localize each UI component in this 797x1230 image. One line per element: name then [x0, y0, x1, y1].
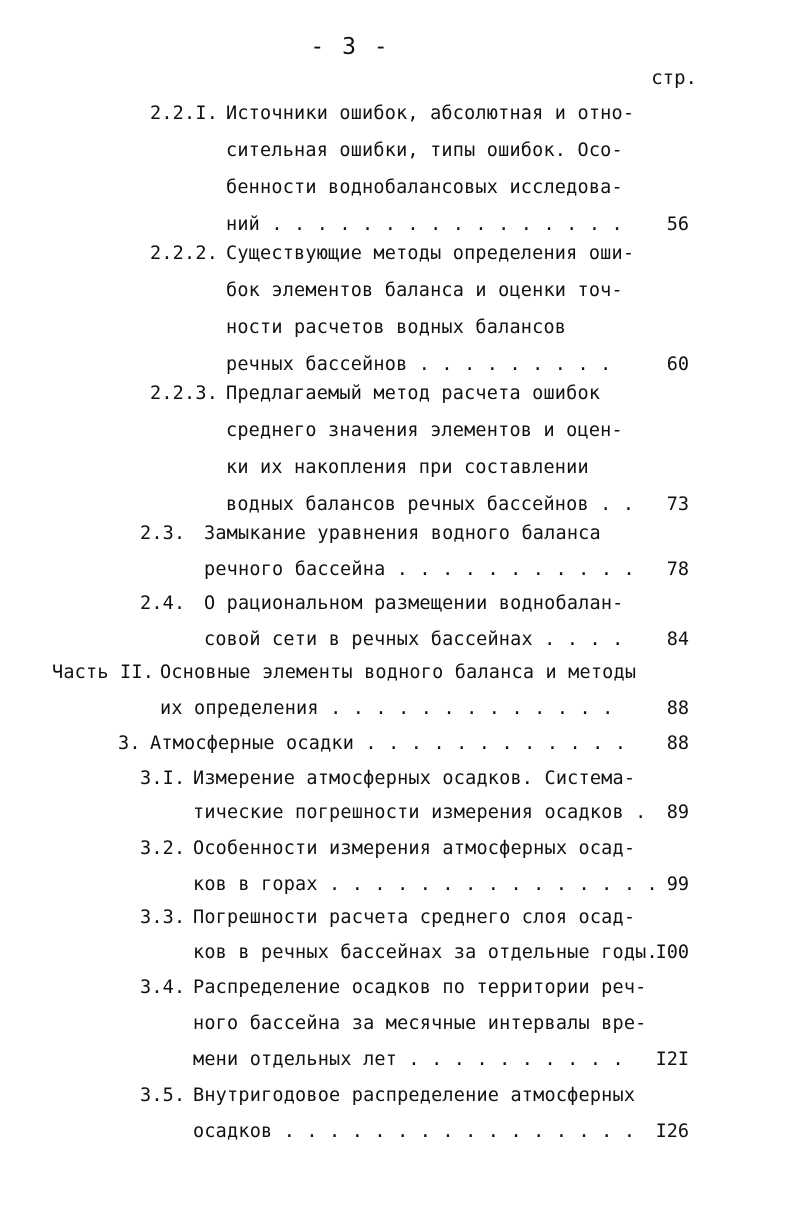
toc-entry-page: 56 [666, 214, 689, 235]
toc-entry-title-line: Особенности измерения атмосферных осад- [193, 838, 636, 859]
toc-entry-title-line: Предлагаемый метод расчета ошибок [226, 383, 601, 404]
toc-entry-title-line: бок элементов баланса и оценки точ- [226, 280, 623, 301]
toc-entry-title-line: Замыкание уравнения водного баланса [204, 523, 601, 544]
toc-entry-page: 99 [666, 874, 689, 895]
toc-entry-title-line: Источники ошибок, абсолютная и отно- [226, 103, 635, 124]
toc-entry-number: 3.5. [140, 1085, 186, 1106]
toc-entry-number: 2.2.2. [150, 243, 219, 264]
toc-entry-page: 73 [666, 494, 689, 515]
toc-entry-number: 3.I. [140, 768, 186, 789]
page-number: - 3 - [310, 34, 390, 60]
toc-entry-number: 3.2. [140, 838, 186, 859]
toc-entry-title-line: Атмосферные осадки . . . . . . . . . . . . [150, 733, 627, 754]
toc-entry-number: 3. [118, 733, 141, 754]
toc-entry-title-line: речных бассейнов . . . . . . . . . [226, 354, 612, 375]
toc-entry-title-line: бенности воднобалансовых исследова- [226, 177, 623, 198]
toc-entry-title-line: ков в речных бассейнах за отдельные годы. [193, 942, 658, 963]
page-column-label: стр. [651, 67, 697, 89]
toc-entry-number: 3.3. [140, 907, 186, 928]
toc-entry-title-line: ки их накопления при составлении [226, 457, 589, 478]
toc-entry-number: Часть II. [52, 662, 155, 683]
toc-entry-title-line: Распределение осадков по территории реч- [193, 977, 647, 998]
toc-entry-number: 2.2.3. [150, 383, 219, 404]
toc-entry-title-line: Погрешности расчета среднего слоя осад- [193, 907, 636, 928]
toc-entry-title-line: совой сети в речных бассейнах . . . . [204, 629, 624, 650]
toc-entry-title-line: среднего значения элементов и оцен- [226, 420, 623, 441]
toc-entry-title-line: мени отдельных лет . . . . . . . . . . [193, 1049, 624, 1070]
toc-entry-title-line: Измерение атмосферных осадков. Система- [193, 768, 636, 789]
toc-entry-title-line: водных балансов речных бассейнов . . [226, 494, 635, 515]
toc-entry-page: 88 [666, 733, 689, 754]
toc-entry-page: I26 [655, 1121, 689, 1142]
toc-entry-number: 3.4. [140, 977, 186, 998]
toc-entry-page: 84 [666, 629, 689, 650]
toc-entry-page: I2I [655, 1049, 689, 1070]
toc-entry-page: 89 [666, 802, 689, 823]
toc-entry-title-line: О рациональном размещении воднобалан- [204, 593, 624, 614]
toc-entry-title-line: Основные элементы водного баланса и методы [160, 662, 637, 683]
toc-entry-title-line: осадков . . . . . . . . . . . . . . . . [193, 1121, 636, 1142]
toc-entry-title-line: Внутригодовое распределение атмосферных [193, 1085, 636, 1106]
toc-entry-title-line: речного бассейна . . . . . . . . . . . [204, 559, 635, 580]
toc-entry-title-line: сительная ошибки, типы ошибок. Осо- [226, 140, 623, 161]
toc-entry-title-line: ности расчетов водных балансов [226, 317, 567, 338]
toc-entry-page: 88 [666, 698, 689, 719]
toc-entry-number: 2.3. [140, 523, 186, 544]
toc-entry-page: I00 [655, 942, 689, 963]
toc-entry-number: 2.2.I. [150, 103, 219, 124]
toc-entry-page: 78 [666, 559, 689, 580]
toc-entry-title-line: ков в горах . . . . . . . . . . . . . . . [193, 874, 658, 895]
toc-entry-title-line: тические погрешности измерения осадков . [193, 802, 647, 823]
toc-entry-title-line: Существующие методы определения оши- [226, 243, 635, 264]
toc-entry-title-line: ний . . . . . . . . . . . . . . . . [226, 214, 623, 235]
toc-entry-title-line: ного бассейна за месячные интервалы вре- [193, 1013, 647, 1034]
toc-entry-page: 60 [666, 354, 689, 375]
toc-entry-title-line: их определения . . . . . . . . . . . . . [160, 698, 614, 719]
toc-entry-number: 2.4. [140, 593, 186, 614]
